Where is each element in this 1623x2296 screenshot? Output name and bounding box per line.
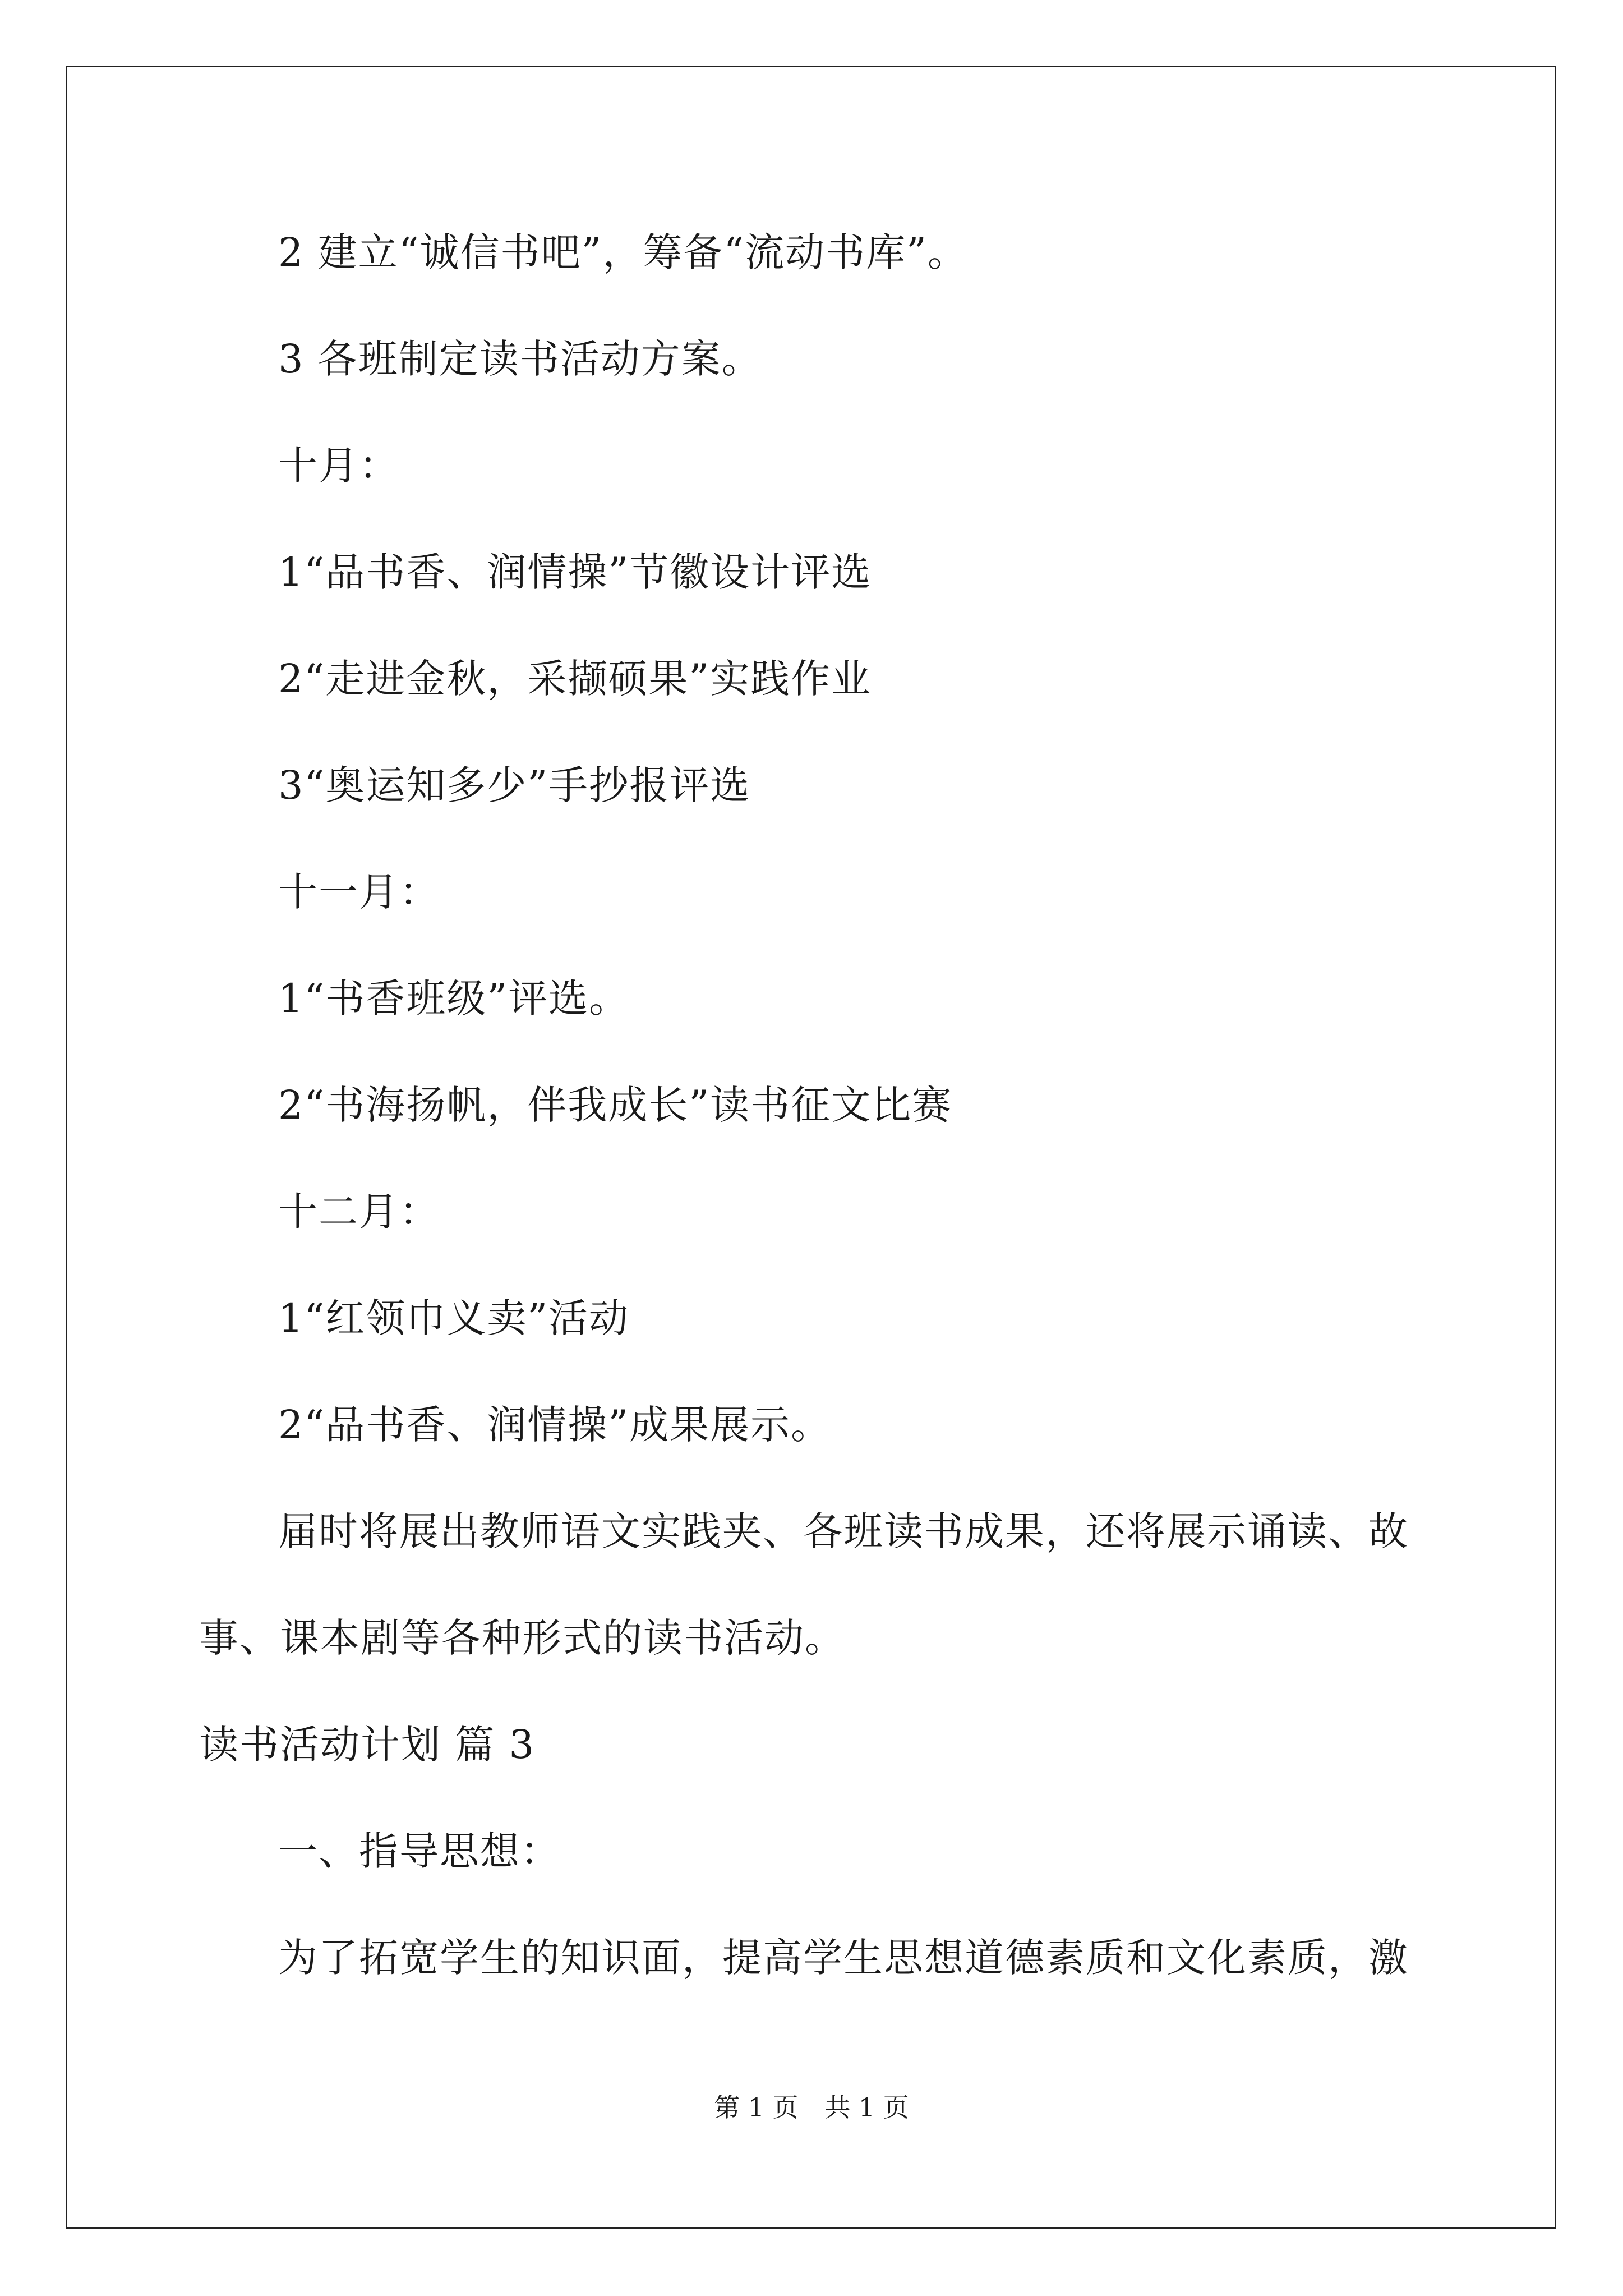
dec-item-1: 1“红领巾义卖”活动	[278, 1295, 630, 1341]
page-border	[66, 66, 1556, 2229]
page-footer	[0, 2091, 1623, 2124]
nov-item-1: 1“书香班级”评选。	[278, 976, 630, 1022]
paragraph-exhibition-line-2: 事、课本剧等各种形式的读书活动。	[199, 1615, 845, 1661]
oct-item-1: 1“品书香、润情操”节徽设计评选	[278, 549, 872, 595]
item-3-class-plan: 3 各班制定读书活动方案。	[278, 336, 762, 382]
item-2-honesty-book-bar: 2 建立“诚信书吧”，筹备“流动书库”。	[278, 229, 968, 275]
heading-guiding-ideology: 一、指导思想：	[278, 1828, 561, 1874]
paragraph-guiding-ideology: 为了拓宽学生的知识面，提高学生思想道德素质和文化素质，激	[278, 1935, 1409, 1981]
month-heading-december: 十二月：	[278, 1189, 440, 1235]
dec-item-2: 2“品书香、润情操”成果展示。	[278, 1402, 832, 1448]
oct-item-3: 3“奥运知多少”手抄报评选	[278, 762, 751, 808]
oct-item-2: 2“走进金秋，采撷硕果”实践作业	[278, 656, 872, 702]
paragraph-exhibition-line-1: 届时将展出教师语文实践夹、各班读书成果，还将展示诵读、故	[278, 1508, 1409, 1554]
nov-item-2: 2“书海扬帆，伴我成长”读书征文比赛	[278, 1082, 953, 1128]
section-title-plan-3: 读书活动计划 篇 3	[199, 1722, 536, 1768]
page-number: 第 1 页	[714, 2092, 799, 2123]
month-heading-october: 十月：	[278, 443, 399, 489]
month-heading-november: 十一月：	[278, 869, 440, 915]
page-total: 共 1 页	[824, 2092, 909, 2123]
